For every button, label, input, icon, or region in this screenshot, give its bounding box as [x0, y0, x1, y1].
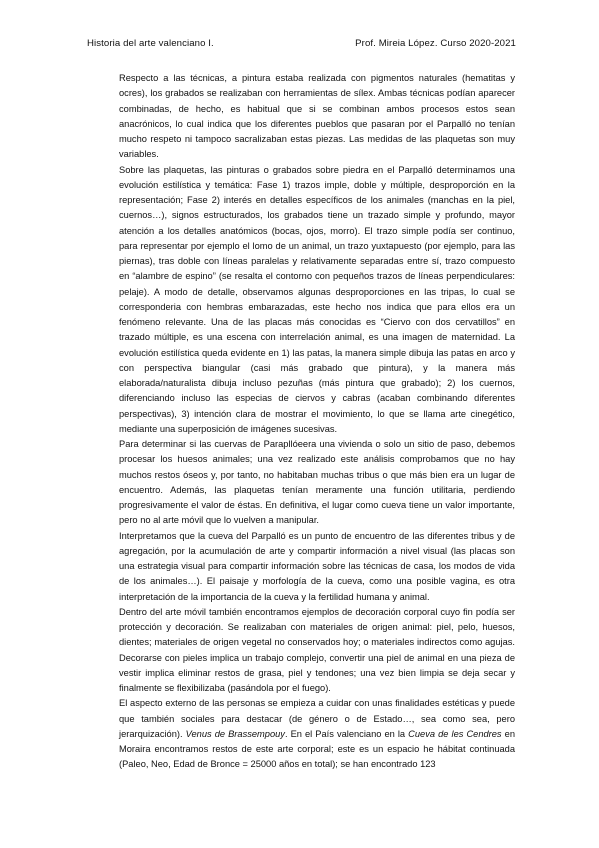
paragraph-techniques: Respecto a las técnicas, a pintura estaba realizada con pigmentos naturales (hematitas y ocres), los grabados se realizaban con herramientas de sílex. Ambas técnicas podían aparecer combinadas, de hecho, es habitual que si se combinan ambos procesos estos sean anacrónicos, lo cual indica que los diferentes pueblos que pasaran por el Parpalló no tenían mucho respeto ni tampoco sacralizaban estas piezas. Las medidas de las plaquetas son muy variables.	[119, 73, 515, 160]
paragraph-plaquetas-evolution: Sobre las plaquetas, las pinturas o grabados sobre piedra en el Parpalló determinamos una evolución estilística y temática: Fase 1) trazos imple, doble y múltiple, desproporción en la representación; Fase 2) interés en detalles específicos de los animales (manchas en la piel, cuernos…), signos estructurados, los grabados tiene un trazado simple y profundo, mayor atención a los detalles anatómicos (bocas, ojos, morro). El trazo simple podía ser continuo, para representar por ejemplo el lomo de un animal, un trazo yuxtapuesto (por ejemplo, para las piernas), tras doble con líneas paralelas y relativamente separadas entre sí, trazo compuesto en “alambre de espino” (se resalta el contorno con pequeños trazos de líneas perpendiculares: pelaje). A modo de detalle, observamos algunas desproporciones en las tripas, lo cual se corresponderia con hembras embarazadas, este hecho nos indica que para ellos era un fenómeno relevante. Una de las placas más conocidas es “Ciervo con dos cervatillos” en trazado múltiple, es una escena con interrelación animal, es una imagen de maternidad. La evolución estilística queda evidente en 1) las patas, la manera simple dibuja las patas en arco y con perspectiva biangular (casi más grabado que pintura), y la manera más elaborada/naturalista dibuja incluso pezuñas (más pintura que grabado); 2) los cuernos, diferenciando incluso las especias de ciervos y cabras (acaban combinando diferentes perspectivas), 3) intención clara de mostrar el movimiento, lo que se llama arte cinegético, mediante una superposición de imágenes sucesivas.	[119, 164, 515, 434]
italic-cave-name: Cueva de les Cendres	[408, 728, 502, 739]
paragraph-cave-interpretation: Interpretamos que la cueva del Parpalló es un punto de encuentro de las diferentes tribus y de agregación, por la acumulación de arte y compartir información a nivel visual (las placas son una estrategia visual para compartir información sobre las técnicas de casa, los modos de vida de los animales…). El paisaje y morfología de la cueva, como una posible vagina, es otra interpretación de la importancia de la cueva y la fertilidad humana y animal.	[119, 530, 515, 602]
document-body	[119, 71, 515, 773]
italic-venus-title: Venus de Brassempouy	[185, 728, 285, 739]
paragraph-body-decoration: Dentro del arte móvil también encontramos ejemplos de decoración corporal cuyo fin podía ser protección y decoración. Se realizaban con materiales de origen animal: piel, pelo, huesos, dientes; materiales de origen vegetal no conservados hoy; o materiales indirectos como agujas. Decorarse con pieles implica un trabajo complejo, convertir una piel de animal en una pieza de vestir implica eliminar restos de grasa, piel y tendones; una vez bien limpia se deja secar y finalmente se flexibilizaba (pasándola por el fuego).	[119, 606, 515, 693]
text-run: El aspecto externo de las personas se empieza a cuidar con unas finalidades estéticas y puede que también sociales para destacar (de género o de Estado…, sea como sea, pero jerarquización).	[119, 698, 515, 739]
text-run: . En el País valenciano en la	[284, 728, 409, 739]
paragraph-external-appearance	[119, 696, 515, 772]
page-header	[87, 38, 516, 50]
text-run: en Moraira encontramos restos de este arte corporal; este es un espacio he hábitat continuada (Paleo, Neo, Edad de Bronce = 25000 años en total); se han encontrado 123	[119, 728, 515, 770]
paragraph-cave-function: Para determinar si las cuervas de Parapllóeera una vivienda o solo un sitio de paso, debemos procesar los huesos animales; una vez realizado este análisis comprobamos que no hay muchos restos óseos y, por tanto, no habitaban muchas tribus o que más bien era un lugar de encuentro. Además, las plaquetas tenían meramente una función utilitaria, perdiendo progresivamente el valor de éstas. En definitiva, el lugar como cueva tiene un valor importante, pero no al arte móvil que lo vuelven a manipular.	[119, 439, 515, 526]
author-course-year: Prof. Mireia López. Curso 2020-2021	[355, 38, 516, 49]
course-title: Historia del arte valenciano I.	[87, 38, 214, 49]
